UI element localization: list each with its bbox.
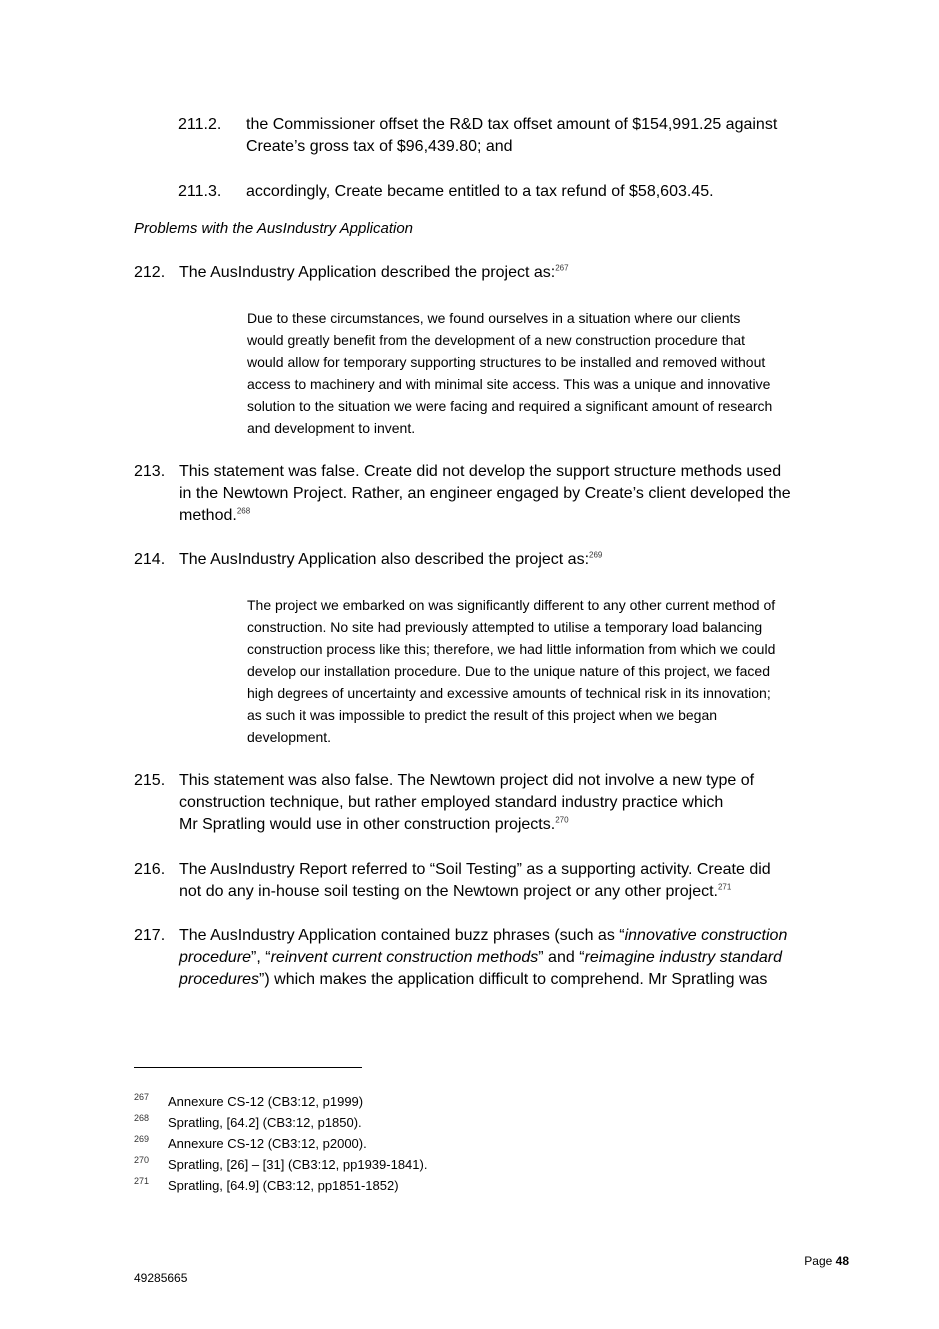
paragraph-line: Create’s gross tax of $96,439.80; and [246, 138, 513, 155]
footnote-ref[interactable]: 268 [236, 506, 251, 516]
paragraph-line: The AusIndustry Application contained buzz phrases (such as “innovative construction [179, 927, 788, 944]
quote-line: construction. No site had previously attempted to utilise a temporary load balancing [247, 619, 763, 635]
paragraph-line: method.$^{268}$ [179, 506, 251, 524]
block-quote-2 [247, 594, 849, 748]
paragraph-line: This statement was false. Create did not develop the support structure methods used [179, 463, 782, 480]
quote-line: development. [247, 729, 332, 745]
footnote-text: Spratling, [64.2] (CB3:12, p1850). [168, 1115, 362, 1130]
paragraph-line: The AusIndustry Report referred to “Soil Testing” as a supporting activity. Create did [179, 861, 771, 878]
paragraph-number: 217. [134, 927, 166, 944]
footnote-text: Annexure CS-12 (CB3:12, p1999) [168, 1094, 364, 1109]
paragraph-line: construction technique, but rather employed standard industry practice which [179, 794, 724, 811]
page-number [804, 1254, 849, 1268]
footnote-text: Spratling, [26] – [31] (CB3:12, pp1939-1841). [168, 1157, 428, 1172]
footnote-number: 269 [134, 1134, 150, 1144]
footnote-number: 270 [134, 1155, 150, 1165]
paragraph-line: This statement was also false. The Newtown project did not involve a new type of [179, 772, 755, 789]
footnote-number: 271 [134, 1176, 150, 1186]
footnote-ref[interactable]: 269 [589, 550, 603, 560]
paragraph-line: not do any in-house soil testing on the Newtown project or any other project.$^{271}$ [179, 882, 732, 900]
paragraph-number: 211.2. [178, 116, 222, 133]
paragraph-line: Mr Spratling would use in other construction projects.$^{270}$ [179, 815, 569, 833]
paragraph-line: accordingly, Create became entitled to a tax refund of $58,603.45. [246, 183, 714, 200]
paragraph-line: The AusIndustry Application also described the project as:$^{269}$ [179, 550, 603, 568]
footnote-ref[interactable]: 271 [717, 882, 732, 892]
quote-line: would allow for temporary supporting structures to be installed and removed without [247, 354, 766, 370]
paragraph-line: procedures”) which makes the application difficult to comprehend. Mr Spratling was [179, 971, 768, 988]
paragraph-number: 211.3. [178, 183, 222, 200]
paragraph-line: the Commissioner offset the R&D tax offset amount of $154,991.25 against [246, 116, 778, 133]
footnote-ref[interactable]: 267 [555, 263, 569, 273]
quote-line: Due to these circumstances, we found ourselves in a situation where our clients [247, 310, 741, 326]
paragraph-line: The AusIndustry Application described the project as:$^{267}$ [179, 263, 569, 281]
paragraph-number: 212. [134, 264, 166, 281]
quote-line: The project we embarked on was significantly different to any other current method of [247, 597, 776, 613]
footnote-number: 268 [134, 1113, 150, 1123]
footnote-number: 267 [134, 1092, 150, 1102]
quote-line: would greatly benefit from the development of a new construction procedure that [247, 332, 746, 348]
paragraph-line: procedure”, “reinvent current construction methods” and “reimagine industry standard [179, 949, 782, 966]
footnote-separator [134, 1067, 362, 1068]
footnote-text: Annexure CS-12 (CB3:12, p2000). [168, 1136, 367, 1151]
paragraph-number: 215. [134, 772, 166, 789]
quote-line: construction process like this; therefore, we had little information from which we could [247, 641, 776, 657]
paragraph-number: 216. [134, 861, 166, 878]
quote-line: solution to the situation we were facing and required a significant amount of research [247, 398, 773, 414]
quote-line: access to machinery and with minimal site access. This was a unique and innovative [247, 376, 771, 392]
paragraph-number: 214. [134, 551, 166, 568]
section-heading: Problems with the AusIndustry Application [134, 220, 414, 237]
page-number-value: 48 [835, 1254, 849, 1268]
document-id: 49285665 [134, 1271, 188, 1285]
quote-line: develop our installation procedure. Due to the unique nature of this project, we faced [247, 663, 770, 679]
quote-line: high degrees of uncertainty and excessive amounts of technical risk in its innovation; [247, 685, 771, 701]
footnote-text: Spratling, [64.9] (CB3:12, pp1851-1852) [168, 1178, 399, 1193]
block-quote-1 [247, 307, 849, 439]
page-label: Page [804, 1254, 833, 1268]
paragraph-line: in the Newtown Project. Rather, an engineer engaged by Create’s client developed the [179, 485, 791, 502]
quote-line: as such it was impossible to predict the result of this project when we began [247, 707, 718, 723]
paragraph-number: 213. [134, 463, 166, 480]
footnote-ref[interactable]: 270 [555, 815, 569, 825]
quote-line: and development to invent. [247, 420, 416, 436]
